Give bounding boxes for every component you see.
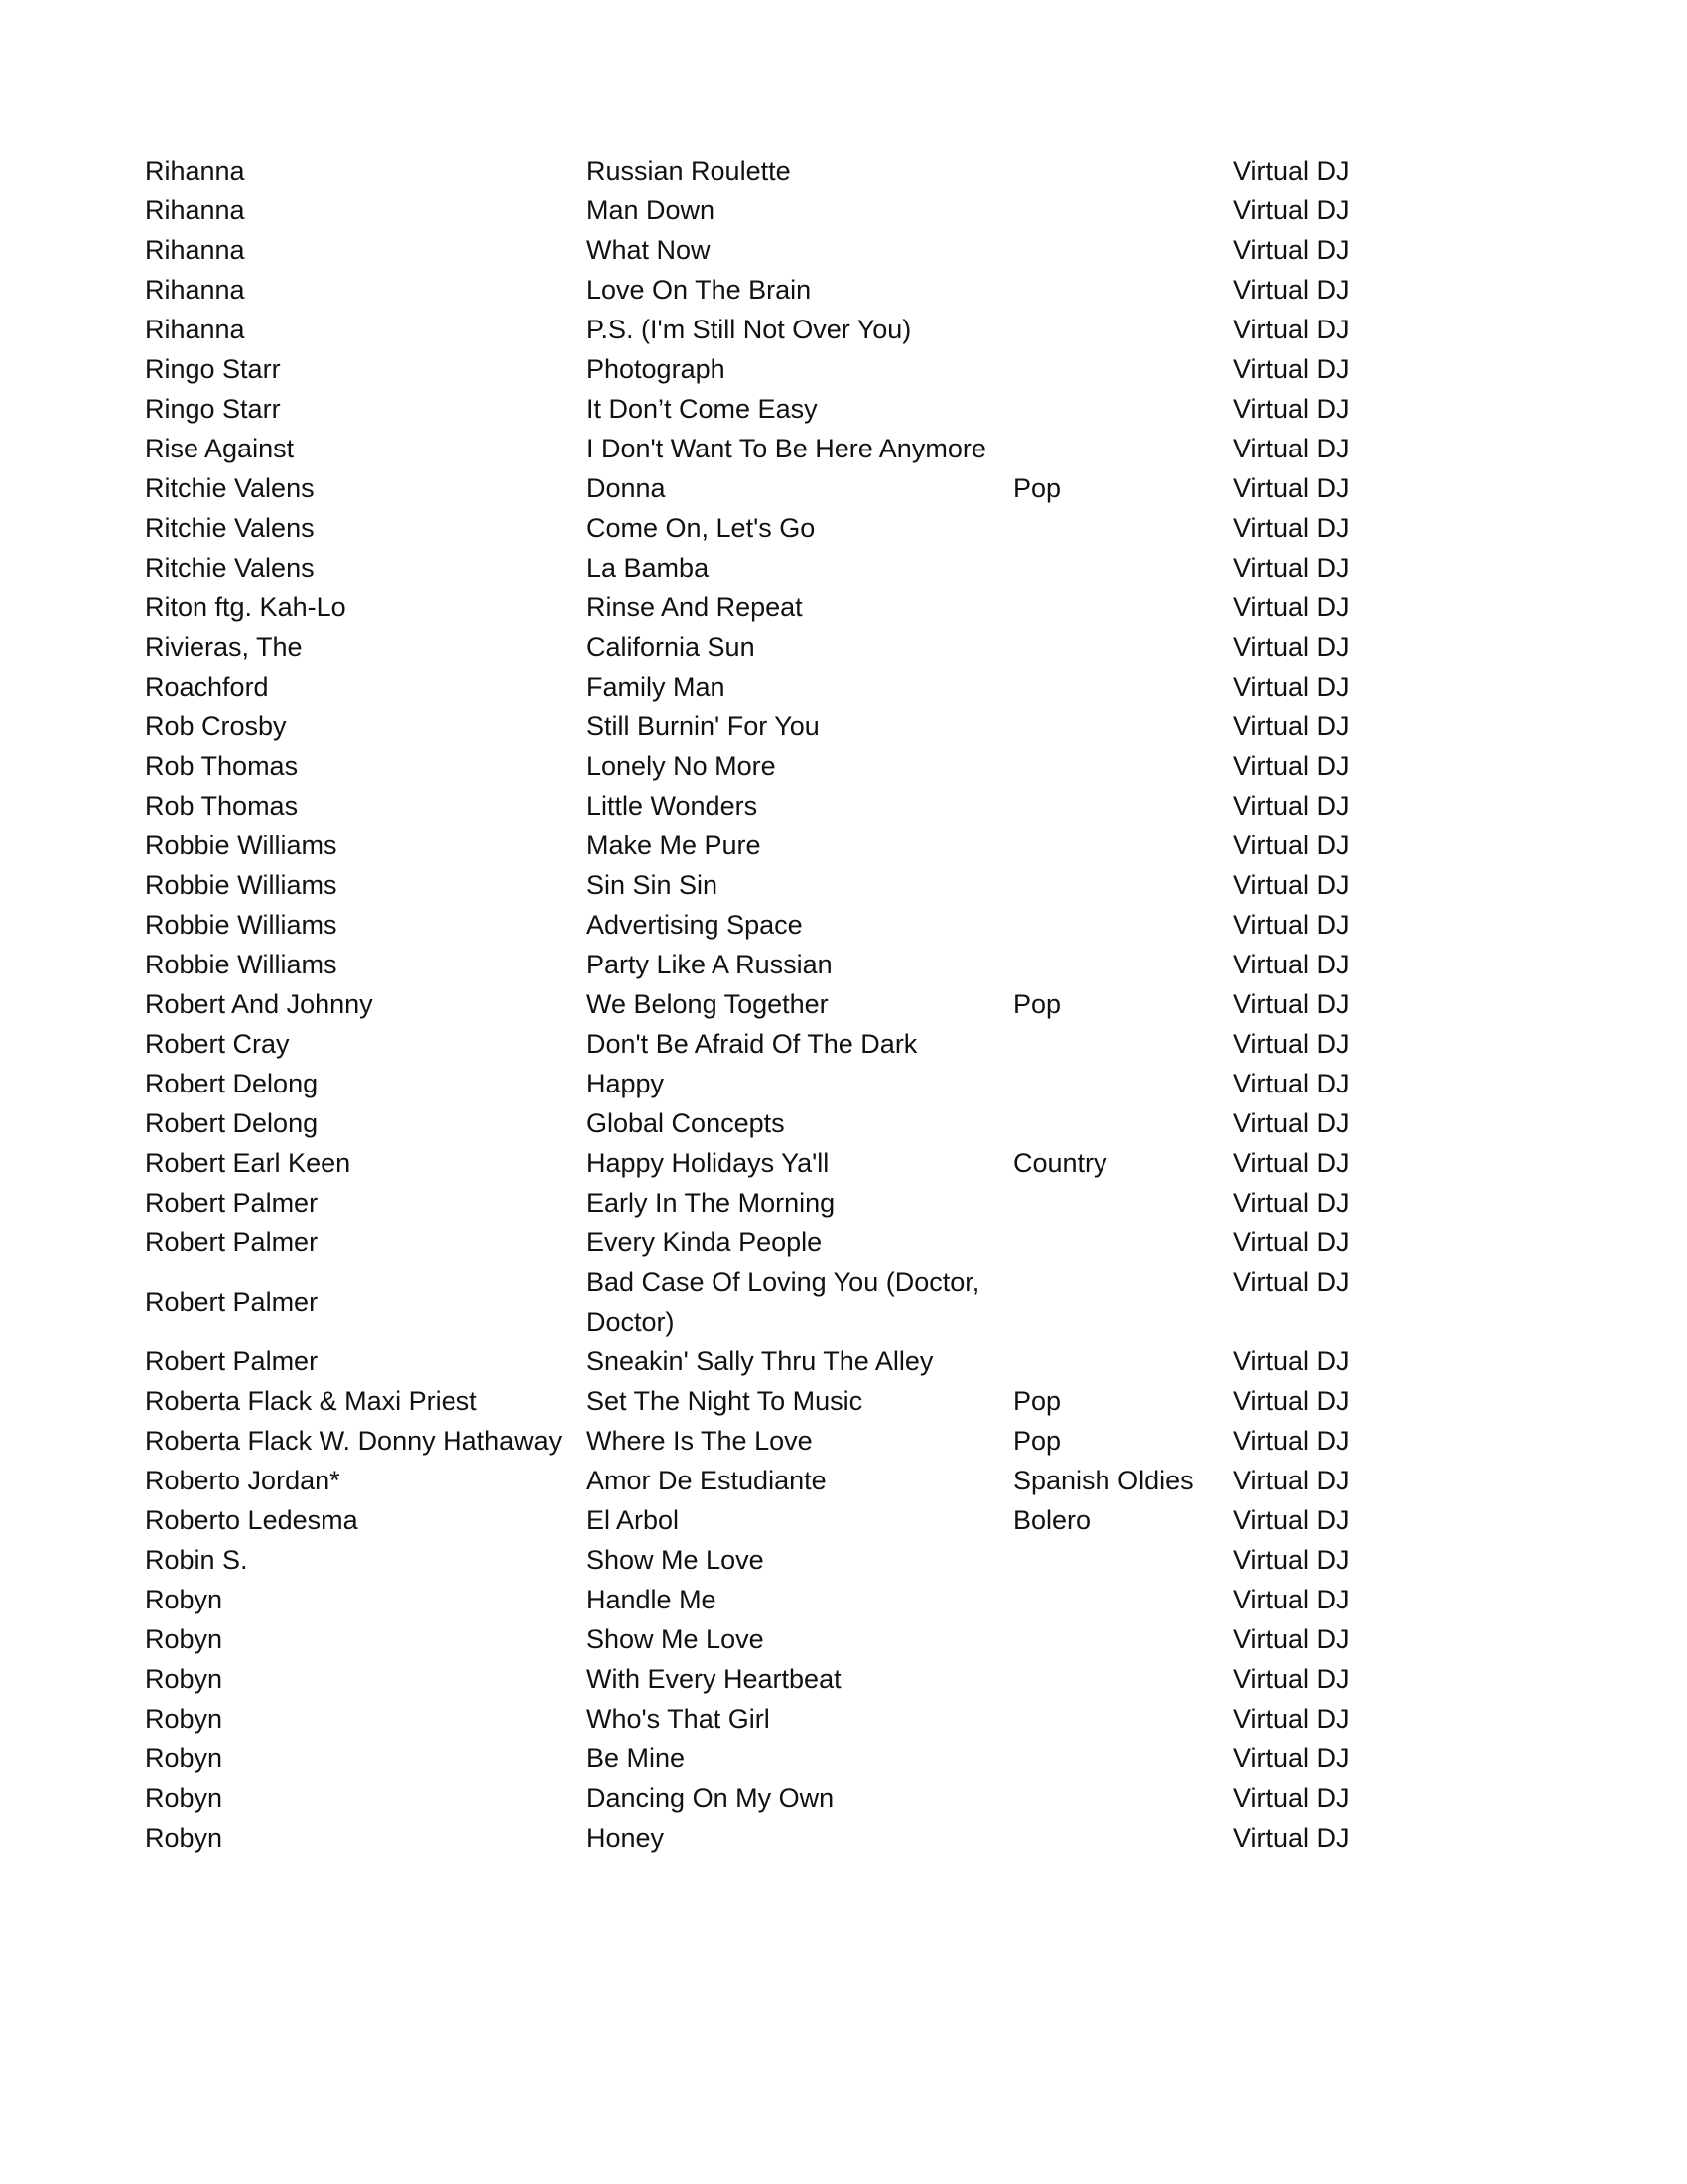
artist-cell: Rob Thomas: [145, 751, 299, 781]
source-cell: Virtual DJ: [1233, 434, 1350, 463]
genre-cell: [1013, 310, 1233, 349]
table-row: [145, 230, 1435, 270]
table-row: [145, 1143, 1435, 1183]
title-cell: What Now: [586, 235, 711, 265]
artist-cell: Robbie Williams: [145, 870, 337, 900]
artist-cell: Robbie Williams: [145, 910, 337, 940]
source-cell: Virtual DJ: [1233, 513, 1350, 543]
artist-cell: Robbie Williams: [145, 950, 337, 979]
artist-cell: Ritchie Valens: [145, 553, 315, 582]
genre-cell: Country: [1013, 1148, 1107, 1178]
artist-cell: Robert Cray: [145, 1029, 290, 1059]
source-cell: Virtual DJ: [1233, 592, 1350, 622]
source-cell: Virtual DJ: [1233, 791, 1350, 821]
artist-cell: Rise Against: [145, 434, 295, 463]
title-cell: Happy: [586, 1069, 665, 1098]
source-cell: Virtual DJ: [1233, 1267, 1350, 1297]
source-cell: Virtual DJ: [1233, 1188, 1350, 1218]
artist-cell: Robyn: [145, 1585, 223, 1614]
artist-cell: Rob Crosby: [145, 711, 287, 741]
title-cell: Man Down: [586, 195, 715, 225]
title-cell: Don't Be Afraid Of The Dark: [586, 1029, 918, 1059]
source-cell: Virtual DJ: [1233, 989, 1350, 1019]
title-cell: Happy Holidays Ya'll: [586, 1148, 830, 1178]
artist-cell: Rihanna: [145, 315, 245, 344]
title-cell: Global Concepts: [586, 1108, 785, 1138]
genre-cell: [1013, 627, 1233, 667]
genre-cell: [1013, 1024, 1233, 1064]
source-cell: Virtual DJ: [1233, 1505, 1350, 1535]
artist-cell: Roberta Flack W. Donny Hathaway: [145, 1426, 563, 1456]
artist-cell: Ringo Starr: [145, 354, 281, 384]
table-row: [145, 1064, 1435, 1103]
title-cell: Dancing On My Own: [586, 1783, 835, 1813]
table-row: [145, 587, 1435, 627]
title-cell: Advertising Space: [586, 910, 803, 940]
artist-cell: Rihanna: [145, 156, 245, 186]
title-cell: Come On, Let's Go: [586, 513, 816, 543]
artist-cell: Rihanna: [145, 195, 245, 225]
title-cell: Who's That Girl: [586, 1704, 770, 1734]
title-cell: Rinse And Repeat: [586, 592, 803, 622]
title-cell: Show Me Love: [586, 1545, 764, 1575]
title-cell: Photograph: [586, 354, 725, 384]
genre-cell: [1013, 389, 1233, 429]
genre-cell: [1013, 1342, 1233, 1381]
artist-cell: Robbie Williams: [145, 831, 337, 860]
title-cell: With Every Heartbeat: [586, 1664, 842, 1694]
artist-cell: Robert Delong: [145, 1069, 319, 1098]
source-cell: Virtual DJ: [1233, 1704, 1350, 1734]
genre-cell: Pop: [1013, 1386, 1062, 1416]
title-cell: We Belong Together: [586, 989, 829, 1019]
genre-cell: [1013, 1540, 1233, 1580]
source-cell: Virtual DJ: [1233, 1227, 1350, 1257]
table-row: [145, 1183, 1435, 1222]
table-row: [145, 151, 1435, 191]
table-row: [145, 1818, 1435, 1858]
table-row: [145, 1778, 1435, 1818]
source-cell: Virtual DJ: [1233, 394, 1350, 424]
artist-cell: Roberto Jordan*: [145, 1466, 340, 1495]
source-cell: Virtual DJ: [1233, 354, 1350, 384]
artist-cell: Robin S.: [145, 1545, 248, 1575]
artist-cell: Robyn: [145, 1743, 223, 1773]
genre-cell: [1013, 1064, 1233, 1103]
genre-cell: [1013, 1262, 1233, 1342]
genre-cell: [1013, 905, 1233, 945]
title-cell: Donna: [586, 473, 666, 503]
title-cell: Early In The Morning: [586, 1188, 836, 1218]
source-cell: Virtual DJ: [1233, 1783, 1350, 1813]
artist-cell: Robyn: [145, 1783, 223, 1813]
title-cell: Honey: [586, 1823, 665, 1853]
table-row: [145, 349, 1435, 389]
table-row: [145, 270, 1435, 310]
title-cell: Russian Roulette: [586, 156, 791, 186]
table-row: [145, 1500, 1435, 1540]
genre-cell: [1013, 1818, 1233, 1858]
title-cell: Love On The Brain: [586, 275, 812, 305]
genre-cell: [1013, 707, 1233, 746]
source-cell: Virtual DJ: [1233, 1386, 1350, 1416]
table-row: [145, 1103, 1435, 1143]
source-cell: Virtual DJ: [1233, 553, 1350, 582]
table-row: [145, 389, 1435, 429]
title-cell: Every Kinda People: [586, 1227, 823, 1257]
table-row: [145, 1580, 1435, 1619]
title-cell: Amor De Estudiante: [586, 1466, 827, 1495]
artist-cell: Roberta Flack & Maxi Priest: [145, 1386, 477, 1416]
genre-cell: [1013, 746, 1233, 786]
artist-cell: Rihanna: [145, 235, 245, 265]
genre-cell: [1013, 230, 1233, 270]
source-cell: Virtual DJ: [1233, 1029, 1350, 1059]
genre-cell: [1013, 1103, 1233, 1143]
genre-cell: Pop: [1013, 1426, 1062, 1456]
source-cell: Virtual DJ: [1233, 156, 1350, 186]
source-cell: Virtual DJ: [1233, 1823, 1350, 1853]
title-cell: Handle Me: [586, 1585, 716, 1614]
genre-cell: [1013, 429, 1233, 468]
title-cell: Bad Case Of Loving You (Doctor, Doctor): [586, 1267, 980, 1337]
table-row: [145, 627, 1435, 667]
table-row: [145, 1461, 1435, 1500]
table-row: [145, 1699, 1435, 1738]
source-cell: Virtual DJ: [1233, 831, 1350, 860]
genre-cell: [1013, 1222, 1233, 1262]
artist-cell: Robert Palmer: [145, 1188, 319, 1218]
source-cell: Virtual DJ: [1233, 1545, 1350, 1575]
artist-cell: Robert Delong: [145, 1108, 319, 1138]
table-row: [145, 1738, 1435, 1778]
title-cell: Lonely No More: [586, 751, 776, 781]
artist-cell: Roberto Ledesma: [145, 1505, 358, 1535]
artist-cell: Rivieras, The: [145, 632, 303, 662]
title-cell: Sin Sin Sin: [586, 870, 718, 900]
artist-cell: Ritchie Valens: [145, 513, 315, 543]
source-cell: Virtual DJ: [1233, 632, 1350, 662]
source-cell: Virtual DJ: [1233, 1743, 1350, 1773]
genre-cell: [1013, 1699, 1233, 1738]
genre-cell: [1013, 1778, 1233, 1818]
genre-cell: [1013, 945, 1233, 984]
source-cell: Virtual DJ: [1233, 711, 1350, 741]
table-row: [145, 548, 1435, 587]
title-cell: La Bamba: [586, 553, 710, 582]
genre-cell: [1013, 1659, 1233, 1699]
title-cell: I Don't Want To Be Here Anymore: [586, 434, 986, 463]
artist-cell: Robert Palmer: [145, 1287, 319, 1317]
genre-cell: [1013, 587, 1233, 627]
source-cell: Virtual DJ: [1233, 315, 1350, 344]
table-row: [145, 1222, 1435, 1262]
artist-cell: Robyn: [145, 1704, 223, 1734]
genre-cell: [1013, 826, 1233, 865]
source-cell: Virtual DJ: [1233, 870, 1350, 900]
artist-cell: Ritchie Valens: [145, 473, 315, 503]
artist-cell: Robert And Johnny: [145, 989, 373, 1019]
artist-cell: Robert Palmer: [145, 1227, 319, 1257]
source-cell: Virtual DJ: [1233, 1148, 1350, 1178]
artist-cell: Riton ftg. Kah-Lo: [145, 592, 346, 622]
genre-cell: [1013, 191, 1233, 230]
artist-cell: Roachford: [145, 672, 269, 702]
source-cell: Virtual DJ: [1233, 235, 1350, 265]
source-cell: Virtual DJ: [1233, 950, 1350, 979]
table-row: [145, 786, 1435, 826]
genre-cell: [1013, 1580, 1233, 1619]
table-row: [145, 667, 1435, 707]
genre-cell: [1013, 548, 1233, 587]
source-cell: Virtual DJ: [1233, 275, 1350, 305]
table-row: [145, 1540, 1435, 1580]
title-cell: Set The Night To Music: [586, 1386, 863, 1416]
source-cell: Virtual DJ: [1233, 672, 1350, 702]
table-row: [145, 508, 1435, 548]
table-row: [145, 826, 1435, 865]
title-cell: Family Man: [586, 672, 725, 702]
table-row: [145, 1619, 1435, 1659]
source-cell: Virtual DJ: [1233, 195, 1350, 225]
table-row: [145, 905, 1435, 945]
source-cell: Virtual DJ: [1233, 1585, 1350, 1614]
table-row: [145, 865, 1435, 905]
title-cell: El Arbol: [586, 1505, 680, 1535]
genre-cell: [1013, 349, 1233, 389]
source-cell: Virtual DJ: [1233, 751, 1350, 781]
title-cell: Sneakin' Sally Thru The Alley: [586, 1347, 934, 1376]
table-row: [145, 1381, 1435, 1421]
table-row: [145, 984, 1435, 1024]
title-cell: Little Wonders: [586, 791, 758, 821]
title-cell: P.S. (I'm Still Not Over You): [586, 315, 912, 344]
table-row: [145, 1421, 1435, 1461]
genre-cell: [1013, 1183, 1233, 1222]
title-cell: Party Like A Russian: [586, 950, 833, 979]
source-cell: Virtual DJ: [1233, 1466, 1350, 1495]
table-row: [145, 707, 1435, 746]
genre-cell: [1013, 667, 1233, 707]
title-cell: Make Me Pure: [586, 831, 761, 860]
genre-cell: [1013, 1738, 1233, 1778]
artist-cell: Robyn: [145, 1624, 223, 1654]
title-cell: Where Is The Love: [586, 1426, 813, 1456]
genre-cell: Spanish Oldies: [1013, 1466, 1194, 1495]
artist-cell: Robert Earl Keen: [145, 1148, 351, 1178]
genre-cell: [1013, 508, 1233, 548]
source-cell: Virtual DJ: [1233, 1347, 1350, 1376]
source-cell: Virtual DJ: [1233, 1108, 1350, 1138]
genre-cell: [1013, 786, 1233, 826]
genre-cell: [1013, 270, 1233, 310]
artist-cell: Rihanna: [145, 275, 245, 305]
genre-cell: [1013, 1619, 1233, 1659]
source-cell: Virtual DJ: [1233, 1624, 1350, 1654]
artist-cell: Rob Thomas: [145, 791, 299, 821]
source-cell: Virtual DJ: [1233, 1426, 1350, 1456]
table-row: [145, 945, 1435, 984]
table-row: [145, 468, 1435, 508]
table-row: [145, 1659, 1435, 1699]
table-row: [145, 1024, 1435, 1064]
table-row: [145, 1342, 1435, 1381]
title-cell: It Don’t Come Easy: [586, 394, 818, 424]
genre-cell: Bolero: [1013, 1505, 1092, 1535]
title-cell: Still Burnin' For You: [586, 711, 820, 741]
source-cell: Virtual DJ: [1233, 910, 1350, 940]
artist-cell: Ringo Starr: [145, 394, 281, 424]
source-cell: Virtual DJ: [1233, 473, 1350, 503]
source-cell: Virtual DJ: [1233, 1069, 1350, 1098]
table-row: [145, 310, 1435, 349]
genre-cell: Pop: [1013, 989, 1062, 1019]
table-row: [145, 429, 1435, 468]
genre-cell: [1013, 865, 1233, 905]
genre-cell: Pop: [1013, 473, 1062, 503]
artist-cell: Robyn: [145, 1664, 223, 1694]
genre-cell: [1013, 151, 1233, 191]
artist-cell: Robyn: [145, 1823, 223, 1853]
title-cell: California Sun: [586, 632, 755, 662]
artist-cell: Robert Palmer: [145, 1347, 319, 1376]
table-row: [145, 746, 1435, 786]
title-cell: Be Mine: [586, 1743, 686, 1773]
song-list-table: [145, 151, 1435, 1858]
title-cell: Show Me Love: [586, 1624, 764, 1654]
table-row: [145, 1262, 1435, 1342]
table-row: [145, 191, 1435, 230]
source-cell: Virtual DJ: [1233, 1664, 1350, 1694]
